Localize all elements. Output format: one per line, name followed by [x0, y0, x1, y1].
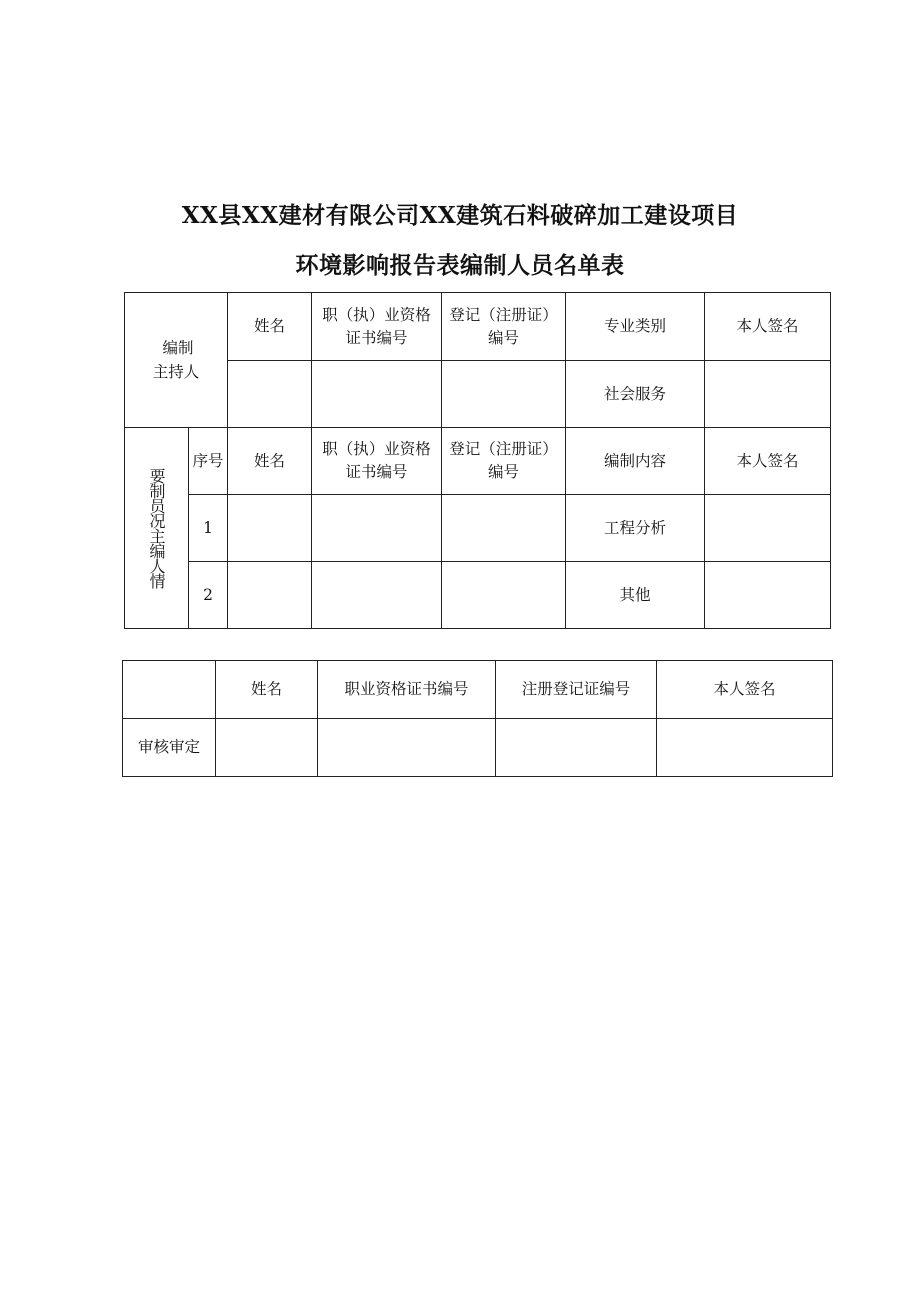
- document-title: XX县XX建材有限公司XX建筑石料破碎加工建设项目: [181, 202, 739, 229]
- name-header: 姓名: [228, 428, 312, 495]
- host-category-cell: 社会服务: [566, 361, 705, 428]
- table-row: [125, 495, 831, 562]
- host-label-line1: 编制: [162, 339, 194, 357]
- staff-table: [124, 292, 831, 629]
- reg-cell[interactable]: [442, 562, 566, 629]
- document-subtitle: 环境影响报告表编制人员名单表: [295, 252, 625, 279]
- reg-cell[interactable]: [442, 495, 566, 562]
- review-name-header: 姓名: [216, 661, 318, 719]
- host-signature-cell[interactable]: [705, 361, 831, 428]
- review-row-label: 审核审定: [123, 719, 216, 777]
- host-cert-header: 职（执）业资格 证书编号: [312, 293, 442, 361]
- review-table: [122, 660, 833, 777]
- cert-cell[interactable]: [312, 495, 442, 562]
- review-corner-cell: [123, 661, 216, 719]
- table-row: [125, 562, 831, 629]
- cert-cell[interactable]: [312, 562, 442, 629]
- name-cell[interactable]: [228, 495, 312, 562]
- host-name-header: 姓名: [228, 293, 312, 361]
- signature-cell[interactable]: [705, 562, 831, 629]
- main-staff-label-cell: [125, 428, 189, 629]
- host-signature-header: 本人签名: [705, 293, 831, 361]
- seq-cell: 2: [189, 562, 228, 629]
- review-signature-cell[interactable]: [657, 719, 833, 777]
- seq-cell: 1: [189, 495, 228, 562]
- main-staff-label: 要制员况主编人情: [147, 468, 166, 588]
- name-cell[interactable]: [228, 562, 312, 629]
- signature-cell[interactable]: [705, 495, 831, 562]
- seq-header: 序号: [189, 428, 228, 495]
- host-reg-cell[interactable]: [442, 361, 566, 428]
- reg-header: 登记（注册证） 编号: [442, 428, 566, 495]
- host-label-line2: 主持人: [152, 363, 200, 381]
- review-name-cell[interactable]: [216, 719, 318, 777]
- content-cell: 其他: [566, 562, 705, 629]
- host-name-cell[interactable]: [228, 361, 312, 428]
- cert-header: 职（执）业资格 证书编号: [312, 428, 442, 495]
- review-reg-cell[interactable]: [496, 719, 657, 777]
- review-signature-header: 本人签名: [657, 661, 833, 719]
- signature-header: 本人签名: [705, 428, 831, 495]
- host-reg-header: 登记（注册证） 编号: [442, 293, 566, 361]
- review-reg-header: 注册登记证编号: [496, 661, 657, 719]
- review-cert-cell[interactable]: [318, 719, 496, 777]
- host-cert-cell[interactable]: [312, 361, 442, 428]
- review-cert-header: 职业资格证书编号: [318, 661, 496, 719]
- host-label-cell: [125, 293, 228, 428]
- content-cell: 工程分析: [566, 495, 705, 562]
- content-header: 编制内容: [566, 428, 705, 495]
- host-category-header: 专业类别: [566, 293, 705, 361]
